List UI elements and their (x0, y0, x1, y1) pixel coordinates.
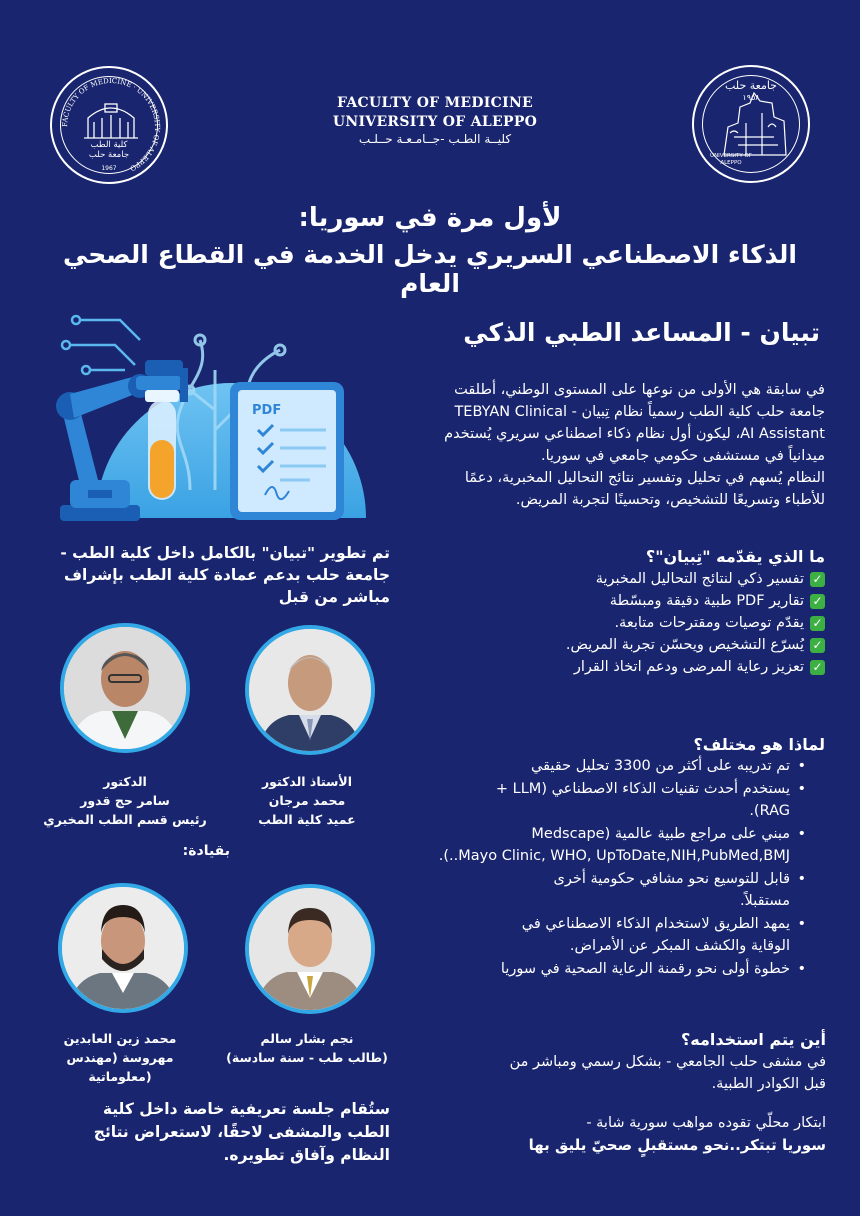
leadership-label: بقيادة: (182, 843, 230, 859)
portrait-lab-head (60, 623, 190, 753)
features-section (470, 547, 825, 678)
intro-line: جامعة حلب كلية الطب رسمياً نظام تِبيان - TEBYAN Clinical (454, 404, 825, 420)
headline-line2: الذكاء الاصطناعي السريري يدخل الخدمة في القطاع الصحي العام (62, 240, 798, 298)
feature-text: يُسرّع التشخيص ويحسّن تجربة المريض. (565, 637, 804, 653)
difference-item (418, 958, 790, 981)
logo-en2: ALEPPO (720, 160, 742, 166)
feature-item (470, 656, 825, 678)
student-caption (212, 1029, 402, 1067)
engineer-caption (40, 1029, 200, 1086)
differences-list (418, 755, 808, 980)
checkmark-icon: ✓ (810, 638, 825, 653)
difference-item (418, 823, 790, 868)
logo-ar-line1: كلية الطب (90, 140, 128, 150)
intro-line: النظام يُسهم في تحليل وتفسير نتائج التحاليل المخبرية، دعمًا (464, 470, 825, 486)
caption-line: نجم بشار سالم (260, 1031, 354, 1046)
logo-ar-name: جامعة حلب (725, 79, 777, 92)
differences-heading: لماذا هو مختلف؟ (693, 735, 825, 754)
person-avatar-icon (249, 629, 371, 751)
feature-item (470, 590, 825, 612)
caption-line: مهروسة (مهندس (66, 1050, 174, 1065)
caption-line: عميد كلية الطب (258, 812, 356, 827)
usage-line: في مشفى حلب الجامعي - بشكل رسمي ومباشر من (509, 1054, 826, 1070)
difference-line: الوقاية والكشف المبكر عن الأمراض. (569, 938, 790, 954)
intro-heading: تبيان - المساعد الطبي الذكي (463, 318, 820, 347)
intro-line: للأطباء وتسريعًا للتشخيص، وتحسينًا لتجربة المريض. (515, 492, 825, 508)
faculty-en-line1: FACULTY OF MEDICINE (336, 95, 534, 111)
feature-text: تعزيز رعاية المرضى ودعم اتخاذ القرار (573, 659, 804, 675)
checkmark-icon: ✓ (810, 660, 825, 675)
faculty-logo (50, 66, 168, 184)
faculty-name (300, 94, 570, 146)
pdf-label: PDF (252, 403, 282, 418)
caption-line: سامر حج قدور (80, 793, 170, 808)
feature-item (470, 568, 825, 590)
difference-item (418, 868, 790, 913)
session-line: النظام وآفاق تطويره. (223, 1146, 390, 1164)
closing-line: ابتكار محلّي تقوده مواهب سورية شابة - (586, 1115, 826, 1131)
session-line: ستُقام جلسة تعريفية خاصة داخل كلية (102, 1100, 390, 1118)
closing-note (418, 1112, 826, 1156)
session-note (30, 1098, 390, 1167)
feature-item (470, 612, 825, 634)
caption-line: رئيس قسم الطب المخبري (43, 812, 207, 827)
difference-line: • يستخدم أحدث تقنيات الذكاء الاصطناعي (LLM + (495, 780, 790, 797)
checkmark-icon: ✓ (810, 594, 825, 609)
development-line: جامعة حلب بدعم عمادة كلية الطب بإشراف (64, 566, 390, 584)
logo-ring-text: FACULTY OF MEDICINE · UNIVERSITY OF ALEPPO (60, 76, 162, 173)
headline-line1: لأول مرة في سوريا: (298, 203, 562, 233)
difference-line: • خطوة أولى نحو رقمنة الرعاية الصحية في سوريا (500, 960, 790, 977)
feature-text: تفسير ذكي لنتائج التحاليل المخبرية (595, 571, 804, 587)
faculty-ar: كليــة الطـب -جــامـعـة حــلـب (358, 132, 512, 146)
usage-section (418, 1030, 826, 1095)
logo-year: 1967 (101, 165, 117, 172)
ai-lab-illustration (40, 290, 370, 530)
caption-line: (طالب طب - سنة سادسة) (226, 1050, 388, 1065)
caption-line: محمد مرجان (268, 793, 346, 808)
person-avatar-icon (249, 888, 371, 1010)
difference-line: • مبني على مراجع طبية عالمية (Medscape (531, 825, 790, 842)
difference-line: • تم تدريبه على أكثر من 3300 تحليل حقيقي (531, 758, 790, 774)
portrait-engineer (58, 883, 188, 1013)
difference-item (418, 755, 790, 778)
lab-head-caption (30, 772, 220, 829)
usage-heading: أين يتم استخدامه؟ (680, 1030, 826, 1049)
caption-line: الأستاذ الدكتور (261, 774, 353, 789)
person-avatar-icon (64, 627, 186, 749)
usage-line: قبل الكوادر الطبية. (711, 1076, 826, 1092)
difference-line: مستقبلاً. (739, 893, 790, 909)
difference-item (418, 778, 790, 823)
difference-line: RAG). (749, 803, 790, 819)
closing-slogan: سوريا تبتكر..نحو مستقبلٍ صحيّ يليق بها (528, 1136, 826, 1154)
caption-line: محمد زين العابدين (63, 1031, 177, 1046)
caption-line: الدكتور (103, 774, 147, 789)
difference-line: • قابل للتوسيع نحو مشافي حكومية أخرى (553, 870, 790, 887)
intro-paragraph (370, 379, 825, 511)
person-avatar-icon (62, 887, 184, 1009)
feature-text: تقارير PDF طبية دقيقة ومبسّطة (609, 593, 804, 609)
pdf-report-icon (230, 382, 344, 520)
faculty-en-line2: UNIVERSITY OF ALEPPO (332, 114, 538, 130)
intro-line: AI Assistant، ليكون أول نظام ذكاء اصطناعي سريري يُستخدم (444, 426, 825, 442)
dean-caption (232, 772, 382, 829)
difference-line: Mayo Clinic, WHO, UpToDate,NIH,PubMed,BMJ..). (438, 848, 790, 864)
logo-en1: UNIVERSITY OF (710, 153, 752, 159)
feature-item (470, 634, 825, 656)
portrait-dean (245, 625, 375, 755)
logo-year-ar: ١٩٥٨ (742, 93, 760, 102)
development-line: مباشر من قبل (278, 588, 390, 606)
intro-line: ميدانياً في مستشفى حكومي جامعي في سوريا. (541, 448, 825, 464)
intro-line: في سابقة هي الأولى من نوعها على المستوى الوطني، أطلقت (454, 382, 825, 398)
portrait-student (245, 884, 375, 1014)
development-note (40, 542, 390, 608)
checkmark-icon: ✓ (810, 616, 825, 631)
logo-ar-line2: جامعة حلب (88, 150, 130, 160)
checkmark-icon: ✓ (810, 572, 825, 587)
difference-item (418, 913, 790, 958)
feature-text: يقدّم توصيات ومقترحات متابعة. (614, 615, 804, 631)
difference-line: • يمهد الطريق لاستخدام الذكاء الاصطناعي في (521, 915, 790, 932)
university-logo (692, 65, 810, 183)
caption-line: معلوماتية) (88, 1069, 152, 1084)
session-line: الطب والمشفى لاحقًا، لاستعراض نتائج (93, 1123, 390, 1141)
development-line: تم تطوير "تبيان" بالكامل داخل كلية الطب - (60, 544, 390, 562)
features-heading: ما الذي يقدّمه "تِبيان"؟ (645, 547, 825, 566)
